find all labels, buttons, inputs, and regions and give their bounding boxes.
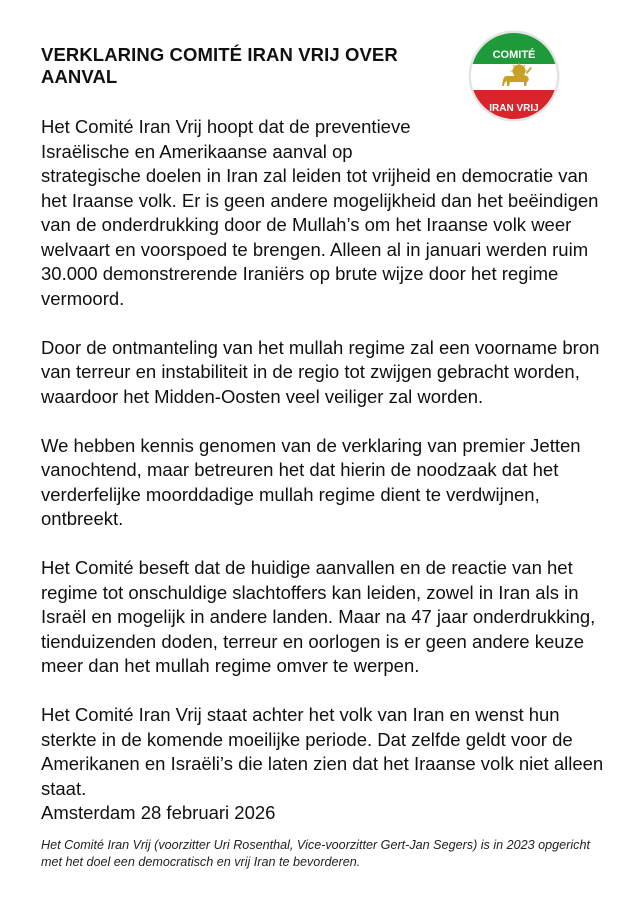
logo-top-text: COMITÉ [492,49,536,61]
comite-iran-vrij-logo [468,30,560,122]
document-title: VERKLARING COMITÉ IRAN VRIJ OVER AANVAL [41,44,398,87]
paragraph-support: Het Comité Iran Vrij staat achter het volk van Iran en wenst hun sterkte in de komende moeilijke periode. Dat zelfde geldt voor de Amerikanen en Israëli’s die laten zien dat het Iraanse volk niet alleen staat. [41,704,604,799]
paragraph-premier: We hebben kennis genomen van de verklaring van premier Jetten vanochtend, maar betreuren het dat hierin de noodzaak dat het verderfelijke moorddadige mullah regime dient te verdwijnen, ontbreekt. [41,434,581,529]
paragraph-victims: Het Comité beseft dat de huidige aanvallen en de reactie van het regime tot onschuldige slachtoffers kan leiden, zowel in Iran als in Israël en mogelijk in andere landen. Maar na 47 jaar onderdrukking, tienduizenden doden, terreur en oorlogen is er geen andere keuze meer dan het mullah regime omver te werpen. [41,557,596,676]
paragraph-intro-rest: strategische doelen in Iran zal leiden tot vrijheid en democratie van het Iraanse volk. Er is geen andere mogelijkheid dan het beëindigen van de onderdrukking door de Mullah’s om het Iraanse volk weer welvaart en voorspoed te brengen. Alleen al in januari werden ruim 30.000 demonstrerende Iraniërs op brute wijze door het regime vermoord. [41,165,599,309]
logo-bottom-text: IRAN VRIJ [489,103,539,114]
footnote: Het Comité Iran Vrij (voorzitter Uri Rosenthal, Vice-voorzitter Gert-Jan Segers) is in 2023 opgericht met het doel een democratisch en vrij Iran te bevorderen. [41,838,590,869]
statement-body [41,115,606,850]
signoff-date: Amsterdam 28 februari 2026 [41,802,276,823]
paragraph-terror: Door de ontmanteling van het mullah regime zal een voorname bron van terreur en instabiliteit in de regio tot zwijgen gebracht worden, waardoor het Midden-Oosten veel veiliger zal worden. [41,336,600,407]
paragraph-intro-lead: Het Comité Iran Vrij hoopt dat de preventieve Israëlische en Amerikaanse aanval op [41,116,411,162]
paragraph-intro [41,115,606,311]
